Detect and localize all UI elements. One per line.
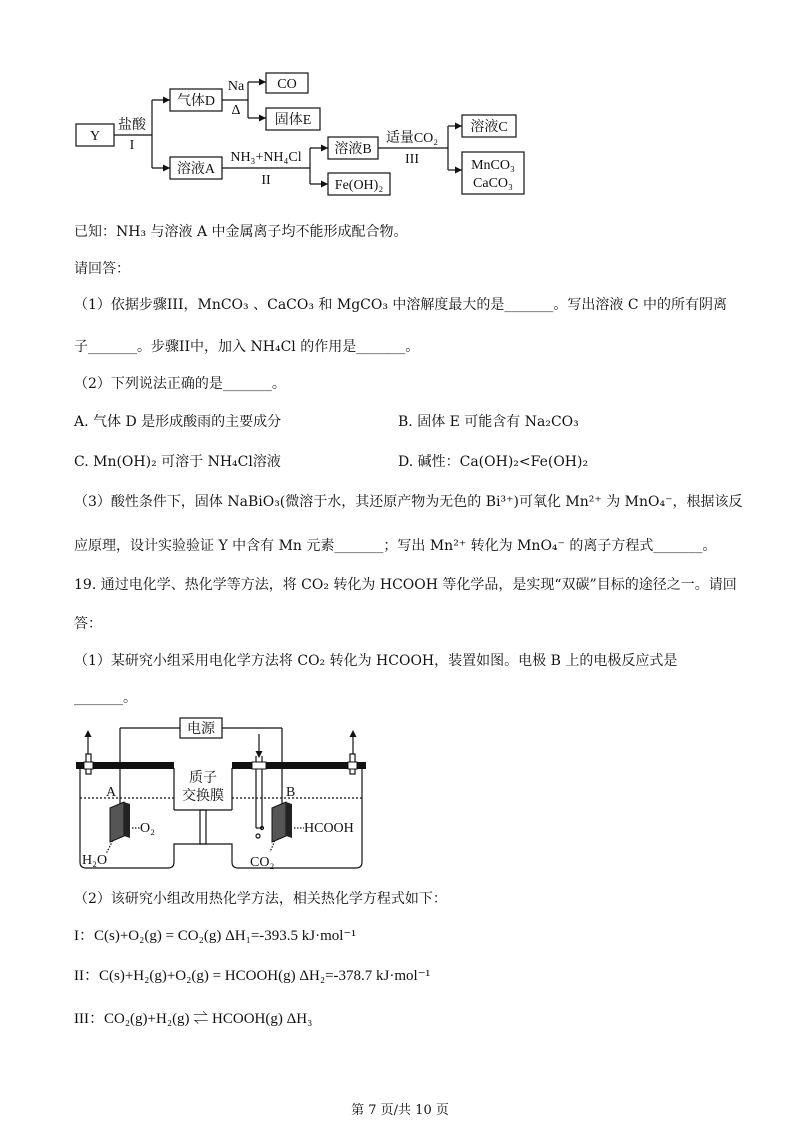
flow-step2-roman: II [261, 173, 271, 188]
flow-solid-e: 固体E [274, 113, 312, 128]
membrane-label-2: 交换膜 [182, 789, 224, 804]
option-a: A. 气体 D 是形成酸雨的主要成分 [74, 414, 282, 430]
equation-3: III：CO₂(g)+H₂(g) ⇌ HCOOH(g) ΔH₃ [74, 1011, 313, 1027]
flow-heat: Δ [231, 103, 241, 118]
q19-1-line1: （1）某研究小组采用电化学方法将 CO₂ 转化为 HCOOH，装置如图。电极 B 上的电极反应式是 [74, 653, 678, 669]
q2-prompt: （2）下列说法正确的是_______。 [74, 376, 286, 392]
page-footer: 第 7 页/共 10 页 [351, 1103, 449, 1118]
q19-line1: 19. 通过电化学、热化学等方法，将 CO₂ 转化为 HCOOH 等化学品，是实现“双碳”目标的途径之一。请回 [74, 577, 737, 593]
flow-step2-reagent: NH₃+NH₄Cl [230, 150, 302, 165]
q19-1-line2: _______。 [74, 690, 137, 706]
power-label: 电源 [187, 722, 215, 737]
known-info: 已知：NH₃ 与溶液 A 中金属离子均不能形成配合物。 [74, 224, 408, 240]
equation-2: II：C(s)+H₂(g)+O₂(g) = HCOOH(g) ΔH₂=-378.7 kJ·mol⁻¹ [74, 968, 431, 984]
option-c: C. Mn(OH)₂ 可溶于 NH₄Cl溶液 [74, 454, 281, 470]
flow-step3-reagent: 适量CO₂ [385, 131, 439, 146]
flow-solution-c: 溶液C [470, 120, 508, 135]
flow-feoh2: Fe(OH)₂ [334, 178, 384, 193]
flow-solution-a: 溶液A [176, 162, 216, 177]
option-d: D. 碱性：Ca(OH)₂<Fe(OH)₂ [398, 454, 589, 470]
flowchart-diagram [70, 72, 540, 202]
flow-solution-b: 溶液B [334, 142, 372, 157]
q19-2-prompt: （2）该研究小组改用热化学方法，相关热化学方程式如下： [74, 891, 447, 907]
h2o-label: H₂O [82, 853, 108, 868]
flow-step3-roman: III [405, 152, 419, 167]
option-b: B. 固体 E 可能含有 Na₂CO₃ [398, 414, 579, 430]
q3-line1: （3）酸性条件下，固体 NaBiO₃(微溶于水，其还原产物为无色的 Bi³⁺)可氧化 Mn²⁺ 为 MnO₄⁻，根据该反 [74, 494, 743, 510]
o2-label: O₂ [140, 821, 155, 836]
equation-1: I：C(s)+O₂(g) = CO₂(g) ΔH₁=-393.5 kJ·mol⁻¹ [74, 928, 356, 944]
electrode-b-label: B [286, 785, 296, 800]
flow-gas-d: 气体D [176, 94, 216, 109]
membrane-label-1: 质子 [189, 771, 217, 786]
co2-label: CO₂ [250, 855, 275, 870]
flow-y: Y [89, 129, 101, 144]
electrode-a-label: A [106, 785, 117, 800]
flow-na: Na [227, 79, 245, 94]
flow-co: CO [277, 77, 297, 92]
flow-step1-roman: I [129, 138, 135, 153]
q3-line2: 应原理，设计实验验证 Y 中含有 Mn 元素_______；写出 Mn²⁺ 转化为 MnO₄⁻ 的离子方程式_______。 [74, 538, 717, 554]
q1-line2: 子_______。步骤II中，加入 NH₄Cl 的作用是_______。 [74, 339, 420, 355]
q19-line2: 答： [74, 616, 102, 632]
flow-mnco3: MnCO₃ [471, 158, 515, 173]
flow-caco3: CaCO₃ [473, 176, 513, 191]
hcooh-label: HCOOH [304, 821, 354, 836]
electrolysis-apparatus [72, 712, 372, 882]
q1-line1: （1）依据步骤III，MnCO₃ 、CaCO₃ 和 MgCO₃ 中溶解度最大的是_______。写出溶液 C 中的所有阴离 [74, 297, 728, 313]
flow-step1-reagent: 盐酸 [118, 118, 146, 133]
answer-prompt: 请回答： [74, 261, 130, 277]
